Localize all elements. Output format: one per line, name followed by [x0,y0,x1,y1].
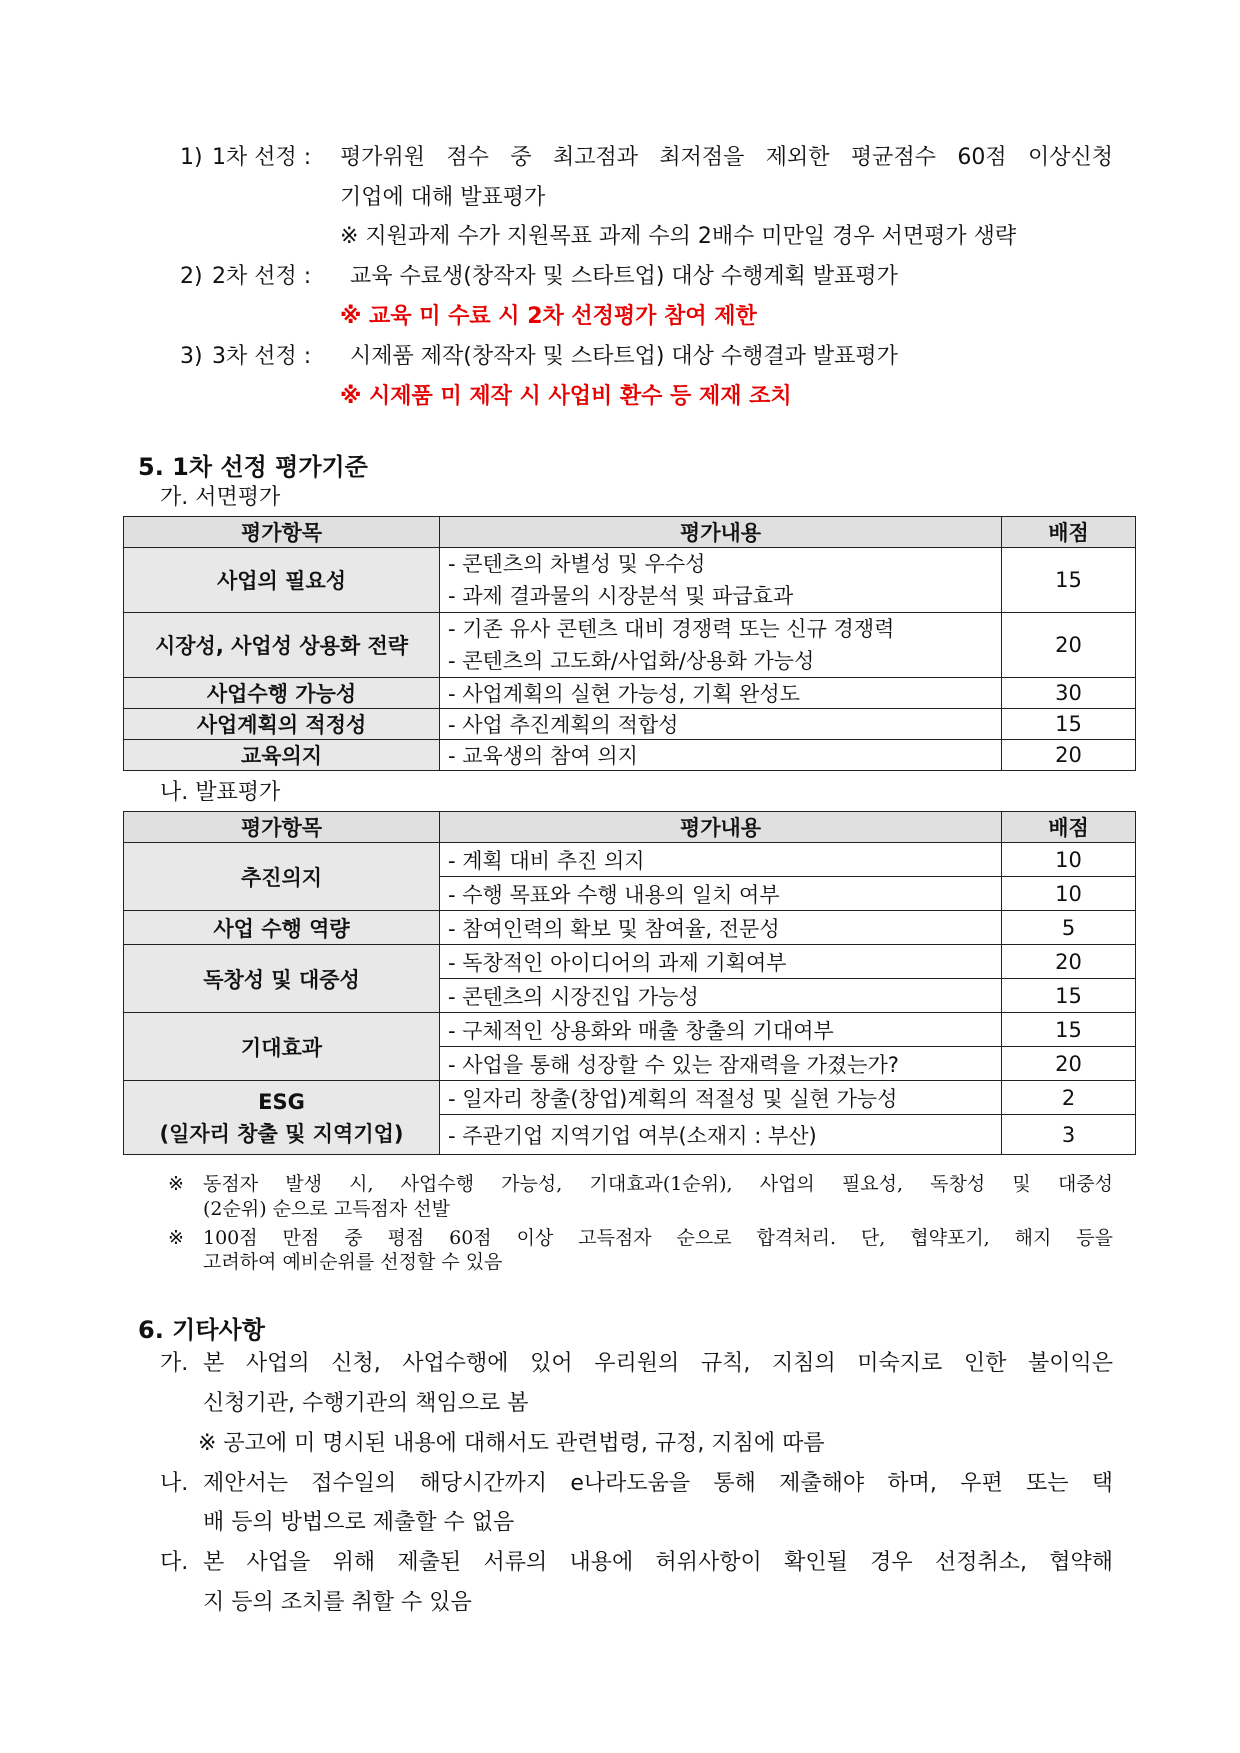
category-cell: 사업 수행 역량 [124,911,440,945]
col-header-category: 평가항목 [124,517,440,548]
esg-label: ESG [258,1089,305,1114]
content-cell: - 수행 목표와 수행 내용의 일치 여부 [440,877,1002,911]
col-header-score: 배점 [1002,812,1136,843]
step1-text-line2: 기업에 대해 발표평가 [340,185,546,210]
category-cell: 교육의지 [124,740,440,771]
written-eval-table [123,516,1136,771]
col-header-category: 평가항목 [124,812,440,843]
item-da-line1: 본 사업을 위해 제출된 서류의 내용에 허위사항이 확인될 경우 선정취소, 협약해 [203,1550,1113,1575]
step3-number: 3) [180,344,203,369]
step1-text-line1: 평가위원 점수 중 최고점과 최저점을 제외한 평균점수 60점 이상신청 [340,145,1113,170]
section6-title: 6. 기타사항 [138,1316,265,1344]
step1-note: ※ 지원과제 수가 지원목표 과제 수의 2배수 미만일 경우 서면평가 생략 [340,224,1017,249]
score-cell: 30 [1002,678,1136,709]
content-item: - 콘텐츠의 차별성 및 우수성 [448,552,706,576]
table-row [124,911,1136,945]
score-cell: 15 [1002,709,1136,740]
step1-label: 1차 선정 : [212,145,312,170]
section5-sub-written: 가. 서면평가 [160,485,281,510]
step3-label: 3차 선정 : [212,344,312,369]
note1-mark: ※ [168,1173,184,1195]
note1-line1: 동점자 발생 시, 사업수행 가능성, 기대효과(1순위), 사업의 필요성, 독창성 및 대중성 [203,1173,1113,1195]
score-cell: 10 [1002,877,1136,911]
score-cell: 2 [1002,1081,1136,1115]
table-row [124,548,1136,613]
item-ga-line2: 신청기관, 수행기관의 책임으로 봄 [203,1391,529,1416]
presentation-eval-table [123,811,1136,1155]
note1-line2: (2순위) 순으로 고득점자 선발 [203,1198,450,1220]
item-ga-note: ※ 공고에 미 명시된 내용에 대해서도 관련법령, 규정, 지침에 따름 [198,1431,825,1456]
esg-sublabel: (일자리 창출 및 지역기업) [159,1121,404,1146]
step3-text: 시제품 제작(창작자 및 스타트업) 대상 수행결과 발표평가 [350,344,898,369]
section5-sub-presentation: 나. 발표평가 [160,780,281,805]
note2-line1: 100점 만점 중 평점 60점 이상 고득점자 순으로 합격처리. 단, 협약포기, 해지 등을 [203,1227,1113,1249]
category-cell: 추진의지 [124,843,440,911]
score-cell: 20 [1002,740,1136,771]
content-item: - 기존 유사 콘텐츠 대비 경쟁력 또는 신규 경쟁력 [448,617,895,641]
category-cell: 사업수행 가능성 [124,678,440,709]
category-cell: 시장성, 사업성 상용화 전략 [124,613,440,678]
step2-text: 교육 수료생(창작자 및 스타트업) 대상 수행계획 발표평가 [350,264,898,289]
content-cell: - 주관기업 지역기업 여부(소재지 : 부산) [440,1115,1002,1155]
score-cell: 15 [1002,1013,1136,1047]
category-cell [124,1081,440,1155]
score-cell: 10 [1002,843,1136,877]
category-cell: 기대효과 [124,1013,440,1081]
item-na-line2: 배 등의 방법으로 제출할 수 없음 [203,1510,515,1535]
table-header-row [124,517,1136,548]
score-cell: 5 [1002,911,1136,945]
content-cell: - 사업을 통해 성장할 수 있는 잠재력을 가졌는가? [440,1047,1002,1081]
content-item: - 과제 결과물의 시장분석 및 파급효과 [448,584,794,608]
content-cell [440,613,1002,678]
content-cell: - 사업 추진계획의 적합성 [440,709,1002,740]
col-header-content: 평가내용 [440,812,1002,843]
category-cell: 독창성 및 대중성 [124,945,440,1013]
table-row [124,1013,1136,1047]
step2-number: 2) [180,264,203,289]
section5-title: 5. 1차 선정 평가기준 [138,453,368,481]
content-cell: - 교육생의 참여 의지 [440,740,1002,771]
category-cell: 사업의 필요성 [124,548,440,613]
note2-line2: 고려하여 예비순위를 선정할 수 있음 [203,1251,503,1273]
step3-warning: ※ 시제품 미 제작 시 사업비 환수 등 제재 조치 [340,384,792,409]
col-header-score: 배점 [1002,517,1136,548]
content-cell: - 독창적인 아이디어의 과제 기획여부 [440,945,1002,979]
col-header-content: 평가내용 [440,517,1002,548]
score-cell: 3 [1002,1115,1136,1155]
score-cell: 20 [1002,1047,1136,1081]
content-cell [440,548,1002,613]
item-na-line1: 제안서는 접수일의 해당시간까지 e나라도움을 통해 제출해야 하며, 우편 또는 택 [203,1471,1113,1496]
item-da-mark: 다. [160,1550,189,1575]
item-da-line2: 지 등의 조치를 취할 수 있음 [203,1590,472,1615]
note2-mark: ※ [168,1227,184,1249]
table-row [124,945,1136,979]
item-ga-line1: 본 사업의 신청, 사업수행에 있어 우리원의 규칙, 지침의 미숙지로 인한 불이익은 [203,1351,1113,1376]
item-ga-mark: 가. [160,1351,189,1376]
table-row [124,740,1136,771]
score-cell: 15 [1002,979,1136,1013]
content-cell: - 사업계획의 실현 가능성, 기획 완성도 [440,678,1002,709]
table-row [124,843,1136,877]
content-cell: - 일자리 창출(창업)계획의 적절성 및 실현 가능성 [440,1081,1002,1115]
table-header-row [124,812,1136,843]
item-na-mark: 나. [160,1471,189,1496]
content-cell: - 계획 대비 추진 의지 [440,843,1002,877]
table-row [124,678,1136,709]
table-row [124,709,1136,740]
step2-warning: ※ 교육 미 수료 시 2차 선정평가 참여 제한 [340,304,757,329]
step1-number: 1) [180,145,203,170]
content-cell: - 구체적인 상용화와 매출 창출의 기대여부 [440,1013,1002,1047]
content-cell: - 콘텐츠의 시장진입 가능성 [440,979,1002,1013]
table-row [124,613,1136,678]
step2-label: 2차 선정 : [212,264,312,289]
content-cell: - 참여인력의 확보 및 참여율, 전문성 [440,911,1002,945]
content-item: - 콘텐츠의 고도화/사업화/상용화 가능성 [448,649,815,673]
score-cell: 15 [1002,548,1136,613]
category-cell: 사업계획의 적정성 [124,709,440,740]
score-cell: 20 [1002,945,1136,979]
score-cell: 20 [1002,613,1136,678]
table-row [124,1081,1136,1115]
